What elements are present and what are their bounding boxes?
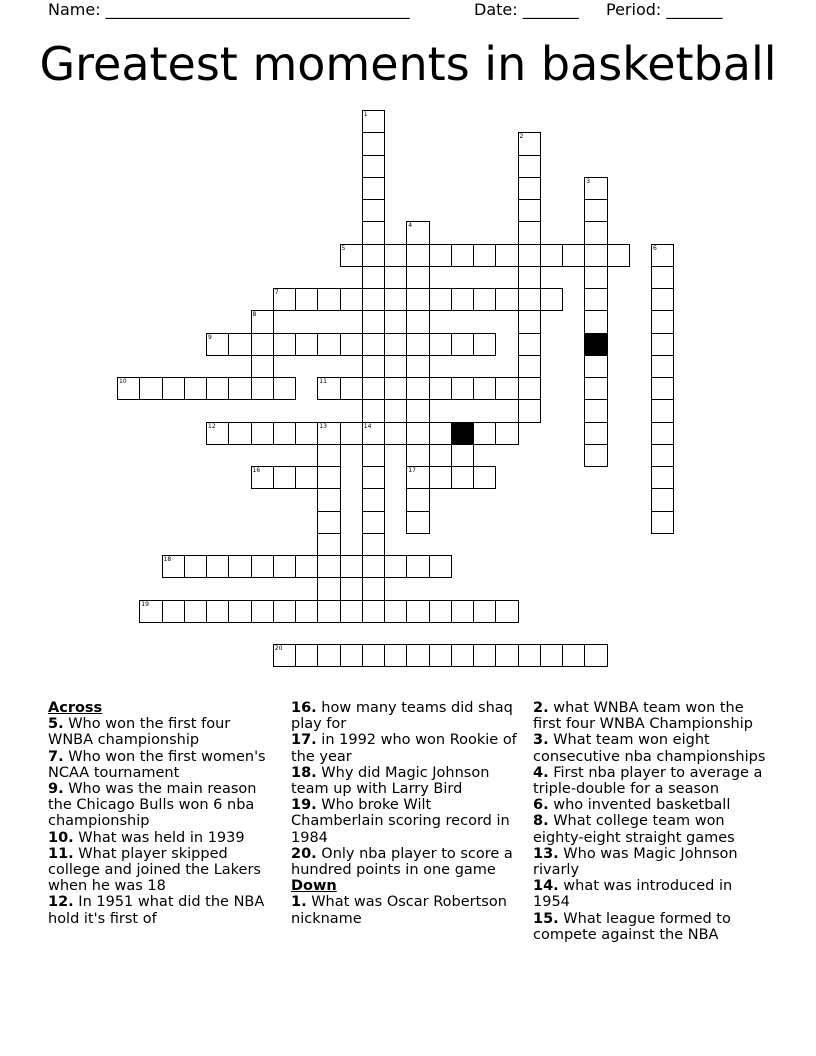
grid-cell[interactable] — [251, 355, 274, 378]
grid-cell[interactable] — [584, 221, 607, 244]
clue-number-label: 17. — [291, 732, 317, 749]
grid-cell[interactable] — [340, 644, 363, 667]
grid-cell[interactable] — [406, 288, 429, 311]
across-clue — [291, 732, 521, 764]
grid-cell[interactable] — [406, 555, 429, 578]
grid-cell[interactable] — [429, 555, 452, 578]
grid-cell[interactable] — [584, 644, 607, 667]
grid-cell[interactable] — [317, 333, 340, 356]
grid-cell[interactable] — [406, 644, 429, 667]
name-field-label[interactable]: Name: ______________________________________ — [48, 0, 410, 19]
grid-cell[interactable] — [384, 288, 407, 311]
grid-cell[interactable] — [406, 422, 429, 445]
grid-cell[interactable] — [473, 644, 496, 667]
clue-number-label: 18. — [291, 764, 317, 781]
grid-cell[interactable] — [518, 221, 541, 244]
grid-cell[interactable] — [251, 600, 274, 623]
across-clue — [291, 700, 521, 732]
grid-cell[interactable] — [518, 377, 541, 400]
clue-number-label: 20. — [291, 845, 317, 862]
grid-cell[interactable] — [451, 444, 474, 467]
down-heading: Down — [291, 878, 337, 895]
grid-cell[interactable] — [651, 444, 674, 467]
clue-text: how many teams did shaq play for — [291, 700, 513, 733]
clue-text: In 1951 what did the NBA hold it's first of — [48, 894, 265, 927]
period-field-label[interactable]: Period: _______ — [606, 0, 723, 19]
grid-cell[interactable] — [295, 288, 318, 311]
clue-number: 12 — [208, 422, 216, 430]
grid-cell[interactable] — [518, 399, 541, 422]
grid-cell[interactable] — [406, 355, 429, 378]
grid-cell[interactable] — [162, 555, 185, 578]
grid-cell[interactable] — [362, 266, 385, 289]
clue-text: Who won the first women's NCAA tournament — [48, 748, 266, 781]
grid-cell[interactable] — [273, 333, 296, 356]
clue-number: 1 — [363, 111, 368, 118]
grid-cell[interactable] — [518, 266, 541, 289]
grid-cell[interactable] — [340, 422, 363, 445]
grid-cell[interactable] — [251, 555, 274, 578]
grid-cell[interactable] — [162, 600, 185, 623]
grid-cell[interactable] — [206, 555, 229, 578]
clue-number: 2 — [519, 133, 524, 141]
black-square — [584, 333, 607, 356]
grid-cell[interactable] — [340, 555, 363, 578]
grid-cell[interactable] — [473, 600, 496, 623]
grid-cell[interactable] — [317, 600, 340, 623]
grid-cell[interactable] — [362, 333, 385, 356]
grid-cell[interactable] — [228, 555, 251, 578]
grid-cell[interactable] — [251, 333, 274, 356]
down-clue — [533, 765, 768, 797]
across-clue — [48, 830, 276, 846]
clue-number-label: 13. — [533, 845, 559, 862]
grid-cell[interactable] — [651, 511, 674, 534]
clue-text: Who was Magic Johnson rivarly — [533, 845, 738, 879]
grid-cell[interactable] — [406, 310, 429, 333]
grid-cell[interactable] — [406, 444, 429, 467]
grid-cell[interactable] — [384, 600, 407, 623]
grid-cell[interactable] — [562, 644, 585, 667]
grid-cell[interactable] — [317, 422, 340, 445]
grid-cell[interactable] — [406, 377, 429, 400]
clue-text: What college team won eighty-eight straight games — [533, 813, 735, 846]
grid-cell[interactable] — [273, 644, 296, 667]
clue-text: What was Oscar Robertson nickname — [291, 894, 507, 927]
clue-number: 13 — [319, 422, 327, 430]
grid-cell[interactable] — [584, 444, 607, 467]
clue-number: 19 — [141, 600, 149, 608]
grid-cell[interactable] — [584, 199, 607, 222]
clue-number: 9 — [208, 333, 212, 341]
grid-cell[interactable] — [362, 132, 385, 155]
grid-cell[interactable] — [139, 600, 162, 623]
clue-number: 8 — [252, 311, 257, 319]
grid-cell[interactable] — [651, 333, 674, 356]
grid-cell[interactable] — [117, 377, 140, 400]
clue-number: 7 — [274, 289, 279, 296]
grid-cell[interactable] — [518, 199, 541, 222]
clue-number-label: 16. — [291, 700, 317, 716]
grid-cell[interactable] — [184, 600, 207, 623]
grid-cell[interactable] — [451, 244, 474, 267]
grid-cell[interactable] — [584, 177, 607, 200]
grid-cell[interactable] — [429, 466, 452, 489]
grid-cell[interactable] — [518, 355, 541, 378]
grid-cell[interactable] — [429, 333, 452, 356]
clue-text: who invented basketball — [548, 797, 731, 814]
clue-text: Why did Magic Johnson team up with Larry Bird — [291, 764, 490, 798]
grid-cell[interactable] — [518, 288, 541, 311]
grid-cell[interactable] — [317, 644, 340, 667]
grid-cell[interactable] — [340, 600, 363, 623]
grid-cell[interactable] — [495, 288, 518, 311]
clue-number-label: 8. — [533, 813, 549, 830]
clue-text: What was held in 1939 — [73, 829, 245, 846]
grid-cell[interactable] — [584, 355, 607, 378]
grid-cell[interactable] — [429, 600, 452, 623]
down-clue — [533, 813, 768, 845]
grid-cell[interactable] — [295, 644, 318, 667]
grid-cell[interactable] — [273, 377, 296, 400]
grid-cell[interactable] — [584, 244, 607, 267]
grid-cell[interactable] — [362, 488, 385, 511]
grid-cell[interactable] — [584, 266, 607, 289]
grid-cell[interactable] — [362, 221, 385, 244]
grid-cell[interactable] — [362, 288, 385, 311]
grid-cell[interactable] — [406, 399, 429, 422]
clue-number: 11 — [319, 378, 327, 385]
clue-text: what was introduced in 1954 — [533, 878, 733, 911]
grid-cell[interactable] — [518, 177, 541, 200]
clue-number-label: 15. — [533, 910, 559, 927]
grid-cell[interactable] — [473, 377, 496, 400]
across-heading: Across — [48, 700, 103, 716]
grid-cell[interactable] — [317, 555, 340, 578]
clue-text: Who won the first four WNBA championship — [48, 716, 231, 749]
grid-cell[interactable] — [317, 577, 340, 600]
grid-cell[interactable] — [362, 177, 385, 200]
grid-cell[interactable] — [362, 244, 385, 267]
grid-cell[interactable] — [429, 244, 452, 267]
grid-cell[interactable] — [362, 355, 385, 378]
grid-cell[interactable] — [651, 422, 674, 445]
clue-number-label: 1. — [291, 894, 307, 911]
grid-cell[interactable] — [384, 644, 407, 667]
down-clue — [533, 878, 768, 910]
grid-cell[interactable] — [362, 444, 385, 467]
grid-cell[interactable] — [206, 422, 229, 445]
clue-text: Who was the main reason the Chicago Bulls won 6 nba championship — [48, 781, 257, 830]
grid-cell[interactable] — [451, 288, 474, 311]
grid-cell[interactable] — [473, 333, 496, 356]
grid-cell[interactable] — [540, 288, 563, 311]
clue-text: What team won eight consecutive nba championships — [533, 732, 766, 765]
grid-cell[interactable] — [495, 600, 518, 623]
across-clue — [48, 894, 276, 926]
grid-cell[interactable] — [184, 555, 207, 578]
clue-number: 18 — [163, 556, 172, 563]
grid-cell[interactable] — [273, 600, 296, 623]
grid-cell[interactable] — [362, 422, 385, 445]
grid-cell[interactable] — [429, 377, 452, 400]
grid-cell[interactable] — [206, 333, 229, 356]
date-field-label[interactable]: Date: _______ — [474, 0, 579, 19]
clue-number: 4 — [408, 222, 413, 230]
grid-cell[interactable] — [651, 377, 674, 400]
grid-cell[interactable] — [228, 377, 251, 400]
grid-cell[interactable] — [584, 310, 607, 333]
clue-text: Only nba player to score a hundred points in one game — [291, 845, 513, 879]
grid-cell[interactable] — [518, 644, 541, 667]
grid-cell[interactable] — [295, 422, 318, 445]
grid-cell[interactable] — [251, 377, 274, 400]
grid-cell[interactable] — [473, 288, 496, 311]
grid-cell[interactable] — [540, 244, 563, 267]
grid-cell[interactable] — [651, 488, 674, 511]
black-square — [451, 422, 474, 445]
clue-number-label: 14. — [533, 878, 559, 895]
across-clue — [291, 765, 521, 797]
clue-text: what WNBA team won the first four WNBA Championship — [533, 700, 753, 733]
clue-column-3 — [533, 700, 768, 943]
clue-number: 6 — [653, 244, 657, 252]
grid-cell[interactable] — [251, 310, 274, 333]
grid-cell[interactable] — [295, 466, 318, 489]
grid-cell[interactable] — [362, 466, 385, 489]
down-clue — [533, 797, 768, 813]
grid-cell[interactable] — [317, 466, 340, 489]
clue-number-label: 11. — [48, 845, 74, 862]
clue-number-label: 9. — [48, 781, 64, 798]
grid-cell[interactable] — [362, 310, 385, 333]
grid-cell[interactable] — [406, 466, 429, 489]
grid-cell[interactable] — [317, 444, 340, 467]
grid-cell[interactable] — [362, 555, 385, 578]
grid-cell[interactable] — [206, 377, 229, 400]
clue-text: in 1992 who won Rookie of the year — [291, 732, 517, 765]
grid-cell[interactable] — [406, 221, 429, 244]
grid-cell[interactable] — [384, 244, 407, 267]
clue-number: 10 — [119, 378, 127, 385]
grid-cell[interactable] — [473, 244, 496, 267]
grid-cell[interactable] — [273, 288, 296, 311]
grid-cell[interactable] — [362, 110, 385, 133]
grid-cell[interactable] — [362, 199, 385, 222]
clue-column-1 — [48, 700, 276, 927]
grid-cell[interactable] — [273, 466, 296, 489]
clue-number: 16 — [252, 467, 261, 474]
grid-cell[interactable] — [251, 422, 274, 445]
clue-number: 17 — [408, 467, 416, 474]
down-clue — [533, 911, 768, 943]
grid-cell[interactable] — [406, 600, 429, 623]
grid-cell[interactable] — [584, 399, 607, 422]
grid-cell[interactable] — [451, 377, 474, 400]
grid-cell[interactable] — [362, 511, 385, 534]
grid-cell[interactable] — [584, 377, 607, 400]
grid-cell[interactable] — [495, 644, 518, 667]
grid-cell[interactable] — [584, 422, 607, 445]
grid-cell[interactable] — [451, 644, 474, 667]
grid-cell[interactable] — [251, 466, 274, 489]
clue-text: What player skipped college and joined the Lakers when he was 18 — [48, 845, 261, 895]
across-clue — [291, 846, 521, 878]
clue-number-label: 6. — [533, 797, 549, 814]
across-clue — [48, 781, 276, 830]
grid-cell[interactable] — [184, 377, 207, 400]
grid-cell[interactable] — [362, 577, 385, 600]
grid-cell[interactable] — [340, 244, 363, 267]
grid-cell[interactable] — [228, 600, 251, 623]
grid-cell[interactable] — [362, 399, 385, 422]
clue-text: First nba player to average a triple-double for a season — [533, 764, 763, 798]
grid-cell[interactable] — [429, 422, 452, 445]
grid-cell[interactable] — [473, 422, 496, 445]
grid-cell[interactable] — [406, 511, 429, 534]
grid-cell[interactable] — [406, 244, 429, 267]
grid-cell[interactable] — [340, 377, 363, 400]
grid-cell[interactable] — [607, 244, 630, 267]
across-clue — [291, 797, 521, 846]
grid-cell[interactable] — [584, 288, 607, 311]
grid-cell[interactable] — [451, 333, 474, 356]
clue-number-label: 5. — [48, 716, 64, 733]
clue-number-label: 19. — [291, 797, 317, 814]
down-clue — [533, 700, 768, 732]
across-clue — [48, 749, 276, 781]
grid-cell[interactable] — [228, 333, 251, 356]
clue-number: 20 — [274, 645, 283, 652]
grid-cell[interactable] — [317, 377, 340, 400]
grid-cell[interactable] — [651, 288, 674, 311]
grid-cell[interactable] — [651, 399, 674, 422]
grid-cell[interactable] — [340, 288, 363, 311]
down-clue — [533, 732, 768, 764]
grid-cell[interactable] — [518, 244, 541, 267]
grid-cell[interactable] — [518, 310, 541, 333]
clue-number: 14 — [363, 422, 372, 430]
clue-number-label: 2. — [533, 700, 549, 716]
grid-cell[interactable] — [295, 600, 318, 623]
grid-cell[interactable] — [317, 488, 340, 511]
grid-cell[interactable] — [384, 333, 407, 356]
grid-cell[interactable] — [651, 310, 674, 333]
grid-cell[interactable] — [518, 155, 541, 178]
grid-cell[interactable] — [384, 422, 407, 445]
grid-cell[interactable] — [518, 333, 541, 356]
grid-cell[interactable] — [317, 533, 340, 556]
grid-cell[interactable] — [273, 422, 296, 445]
clue-text: Who broke Wilt Chamberlain scoring record in 1984 — [291, 797, 510, 846]
grid-cell[interactable] — [495, 244, 518, 267]
grid-cell[interactable] — [429, 288, 452, 311]
grid-cell[interactable] — [651, 355, 674, 378]
across-clue — [48, 716, 276, 748]
grid-cell[interactable] — [362, 533, 385, 556]
grid-cell[interactable] — [518, 132, 541, 155]
grid-cell[interactable] — [228, 422, 251, 445]
grid-cell[interactable] — [651, 244, 674, 267]
grid-cell[interactable] — [340, 333, 363, 356]
clue-number-label: 12. — [48, 894, 74, 911]
grid-cell[interactable] — [384, 555, 407, 578]
grid-cell[interactable] — [451, 600, 474, 623]
grid-cell[interactable] — [206, 600, 229, 623]
clue-number-label: 7. — [48, 748, 64, 765]
grid-cell[interactable] — [295, 333, 318, 356]
grid-cell[interactable] — [317, 288, 340, 311]
grid-cell[interactable] — [406, 488, 429, 511]
clue-text: What league formed to compete against the NBA — [533, 910, 731, 943]
grid-cell[interactable] — [562, 244, 585, 267]
across-clue — [48, 846, 276, 895]
grid-cell[interactable] — [362, 600, 385, 623]
down-clue — [533, 846, 768, 878]
grid-cell[interactable] — [495, 422, 518, 445]
grid-cell[interactable] — [540, 644, 563, 667]
grid-cell[interactable] — [406, 333, 429, 356]
clue-number: 3 — [586, 177, 591, 185]
clue-number-label: 10. — [48, 829, 74, 846]
clue-number-label: 4. — [533, 764, 549, 781]
grid-cell[interactable] — [451, 466, 474, 489]
grid-cell[interactable] — [406, 266, 429, 289]
grid-cell[interactable] — [273, 555, 296, 578]
clue-number: 5 — [341, 244, 346, 252]
clue-column-2 — [291, 700, 521, 927]
down-clue — [291, 894, 521, 926]
grid-cell[interactable] — [362, 377, 385, 400]
grid-cell[interactable] — [495, 377, 518, 400]
page-title: Greatest moments in basketball — [39, 37, 777, 91]
grid-cell[interactable] — [295, 555, 318, 578]
grid-cell[interactable] — [162, 377, 185, 400]
clue-number-label: 3. — [533, 732, 549, 749]
grid-cell[interactable] — [651, 266, 674, 289]
grid-cell[interactable] — [429, 644, 452, 667]
grid-cell[interactable] — [317, 511, 340, 534]
grid-cell[interactable] — [362, 644, 385, 667]
grid-cell[interactable] — [362, 155, 385, 178]
grid-cell[interactable] — [384, 377, 407, 400]
grid-cell[interactable] — [473, 466, 496, 489]
grid-cell[interactable] — [139, 377, 162, 400]
grid-cell[interactable] — [651, 466, 674, 489]
